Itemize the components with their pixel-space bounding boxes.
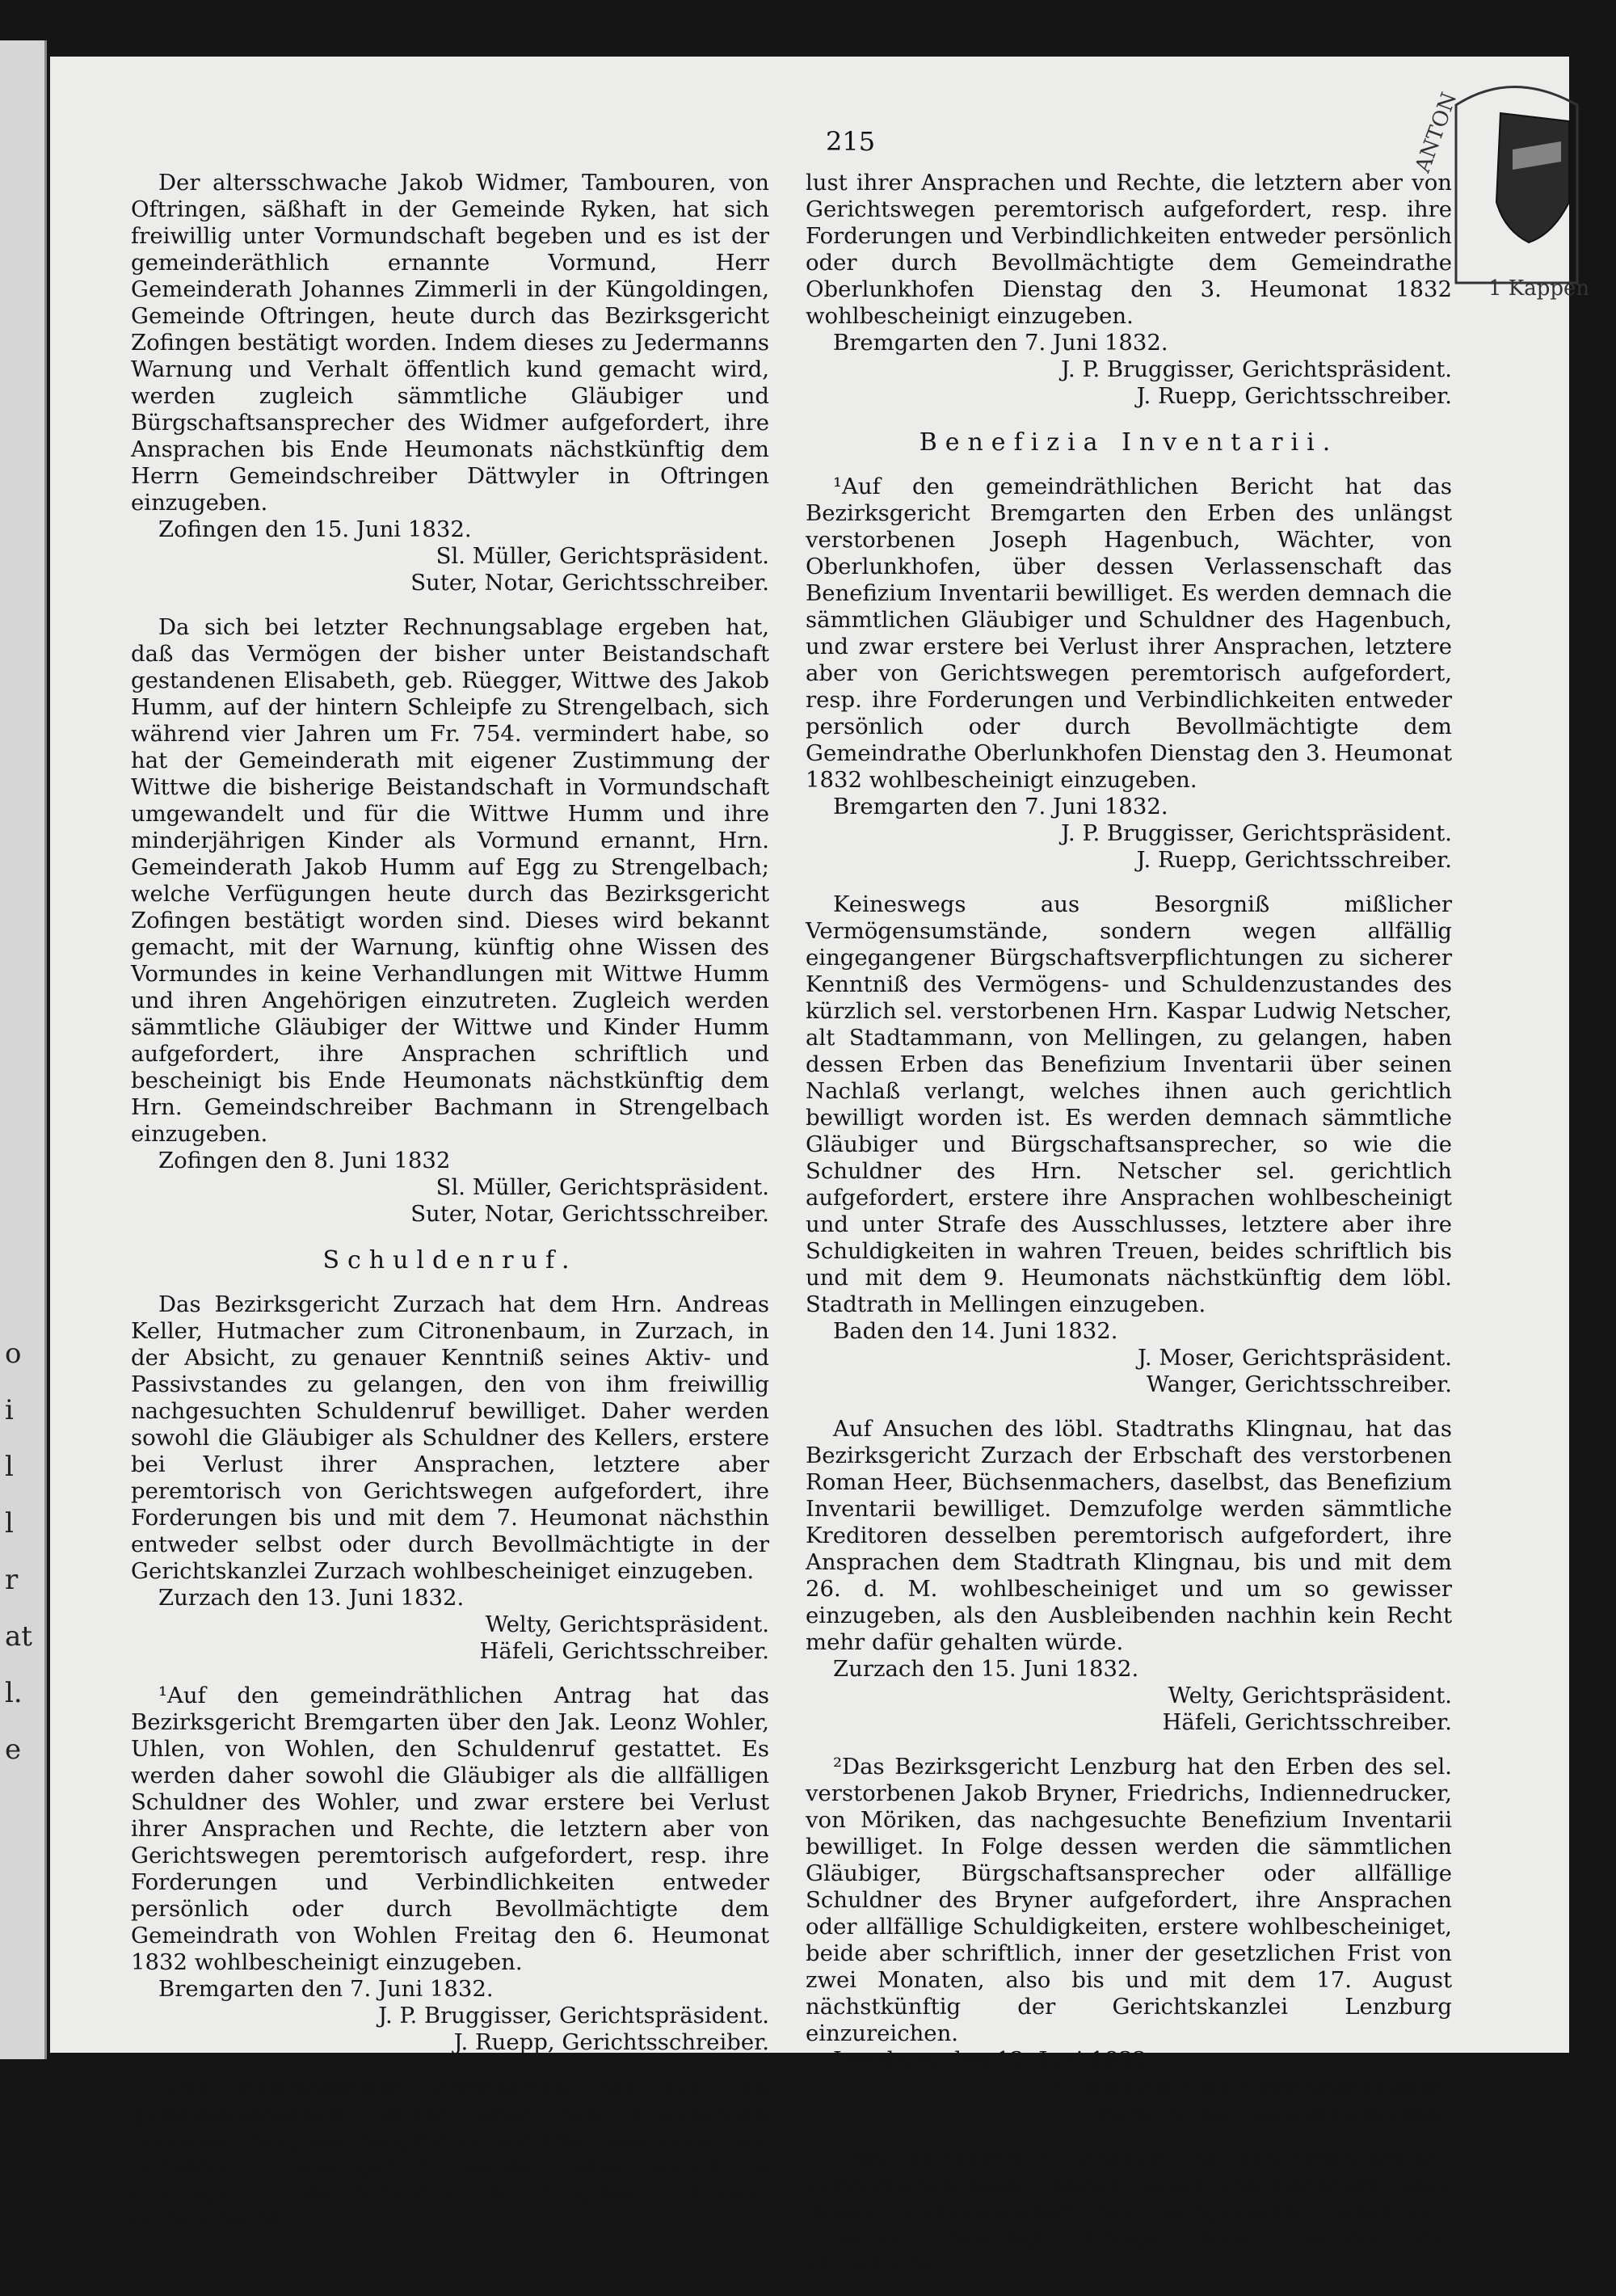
signature-clerk: Oberli, Notar, Gerichtsschreiber.	[1083, 2100, 1452, 2126]
notice-text: Der altersschwache Jakob Widmer, Tambouren, von Oftringen, säßhaft in der Gemeinde Ryken, hat sich freiwillig unter Vormundschaft begeben und es ist der gemeinderäthlich ernannte Vormund, Herr Gemeinderath Johannes Zimmerli in der Küngoldingen, Gemeinde Oftringen, heute durch das Bezirksgericht Zofingen bestätigt worden. Indem dieses zu Jedermanns Warnung und Verhalt öffentlich kund gemacht wird, werden zugleich sämmtliche Gläubiger und Bürgschaftsansprecher des Widmer aufgefordert, ihre Ansprachen bis Ende Heumonats nächstkünftig dem Herrn Gemeindschreiber Dättwyler in Oftringen einzugeben.	[131, 170, 769, 516]
notice-text: Da sich bei letzter Rechnungsablage ergeben hat, daß das Vermögen der bisher unter Beistandschaft gestandenen Elisabeth, geb. Rüegger, Wittwe des Jakob Humm, auf der hintern Schleipfe zu Strengelbach, sich während vier Jahren um Fr. 754. vermindert habe, so hat der Gemeinderath mit eigener Zustimmung der Wittwe die bisherige Beistandschaft in Vormundschaft umgewandelt und für die Wittwe Humm und ihre minderjährigen Kinder als Vormund ernannt, Hrn. Gemeinderath Jakob Humm auf Egg zu Strengelbach; welche Verfügungen heute durch das Bezirksgericht Zofingen bestätigt worden sind. Dieses wird bekannt gemacht, mit der Warnung, künftig ohne Wissen des Vormundes in keine Verhandlungen mit Wittwe Humm und ihren Angehörigen einzutreten. Zugleich werden sämmtliche Gläubiger der Wittwe und Kinder Humm aufgefordert, ihre Ansprachen schriftlich und bescheinigt bis Ende Heumonats nächstkünftig dem Hrn. Gemeindschreiber Bachmann in Strengelbach einzugeben.	[131, 614, 769, 1147]
signature-president: C. Bertschinger, Gerichtspräsident.	[1053, 2074, 1452, 2100]
tax-stamp	[1410, 73, 1590, 323]
section-heading-schuldenruf: Schuldenruf.	[322, 1246, 578, 1274]
signature-clerk: J. Ruepp, Gerichtsschreiber.	[453, 2029, 769, 2055]
stamp-top-text: ANTON	[1410, 89, 1462, 176]
signature-clerk: Häfeli, Gerichtsschreiber.	[1162, 1709, 1452, 1735]
notice-text: Das Bezirksgericht Zurzach hat dem Hrn. Andreas Keller, Hutmacher zum Citronenbaum, in Zurzach, in der Absicht, zu genauer Kenntniß seines Aktiv- und Passivstandes zu gelangen, den von ihm freiwillig nachgesuchten Schuldenruf bewilliget. Daher werden sowohl die Gläubiger als Schuldner des Kellers, erstere bei Verlust ihrer Ansprachen, letztere aber peremtorisch von Gerichtswegen aufgefordert, ihre Forderungen bis und mit dem 7. Heumonat nächsthin entweder selbst oder durch Bevollmächtigte in der Gerichtskanzlei Zurzach wohlbescheiniget einzugeben.	[131, 1291, 769, 1584]
signature-president: J. P. Bruggisser, Gerichtspräsident.	[378, 2003, 769, 2028]
signature-clerk: Häfeli, Gerichtsschreiber.	[479, 1638, 769, 1664]
place-date: Bremgarten den 7. Juni 1832.	[833, 794, 1168, 819]
notice-text: ²Das Bezirksgericht Lenzburg hat den Erben des sel. verstorbenen Jakob Bryner, Friedrichs, Indiennedrucker, von Möriken, das nachgesuchte Benefizium Inventarii bewilliget. In Folge dessen werden die sämmtlichen Gläubiger, Bürgschaftsansprecher oder allfällige Schuldner des Bryner aufgefordert, ihre Ansprachen oder allfällige Schuldigkeiten, erstere wohlbescheiniget, beide aber schriftlich, inner der gesetzlichen Frist von zwei Monaten, also bis und mit dem 17. August nächstkünftig der Gerichtskanzlei Lenzburg einzureichen.	[806, 1754, 1452, 2046]
notice-netscher	[806, 891, 1452, 1398]
notice-text: ¹Auf den gemeindräthlichen Antrag hat das Bezirksgericht Bremgarten über den Jak. Leonz Wohler, Uhlen, von Wohlen, den Schuldenruf gestattet. Es werden daher sowohl die Gläubiger als die allfälligen Schuldner des Wohler, und zwar erstere bei Verlust ihrer Ansprachen und Rechte, die letztern aber von Gerichtswegen peremtorisch aufgefordert, resp. ihre Forderungen und Verbindlichkeiten entweder persönlich oder durch Bevollmächtigte dem Gemeindrath von Wohlen Freitag den 6. Heumonat 1832 wohlbescheinigt einzugeben.	[131, 1683, 769, 1975]
place-date: Lenzburg den 12. Juni 1832.	[833, 2047, 1155, 2073]
adjacent-page-edge	[0, 40, 47, 2059]
notice-text: ¹Auf den gemeindräthlichen Bericht hat das Bezirksgericht Bremgarten den Erben des unlängst verstorbenen Joseph Hagenbuch, Wächter, von Oberlunkhofen, über dessen Verlassenschaft das Benefizium Inventarii bewilliget. Es werden demnach die sämmtlichen Gläubiger und Schuldner des Hagenbuch, und zwar erstere bei Verlust ihrer Ansprachen, letztere aber von Gerichtswegen peremtorisch aufgefordert, resp. ihre Forderungen und Verbindlichkeiten entweder persönlich oder durch Bevollmächtigte dem Gemeindrathe Oberlunkhofen Dienstag den 3. Heumonat 1832 wohlbescheinigt einzugeben.	[806, 474, 1452, 793]
signature-president: Welty, Gerichtspräsident.	[1168, 1683, 1452, 1708]
signature-president: J. P. Bruggisser, Gerichtspräsident.	[1061, 356, 1452, 382]
edge-fragment: l.	[5, 1677, 23, 1709]
left-column	[131, 170, 769, 2252]
notice-wohler	[131, 1683, 769, 2056]
edge-fragment: e	[5, 1734, 22, 1766]
notice-text: Auf Ansuchen des löbl. Stadtraths Klingnau, hat das Bezirksgericht Zurzach der Erbschaft des verstorbenen Roman Heer, Büchsenmachers, daselbst, das Benefizium Inventarii bewilliget. Demzufolge werden sämmtliche Kreditoren desselben peremtorisch aufgefordert, ihre Ansprachen dem Stadtrath Klingnau, bis und mit dem 26. d. M. wohlbescheiniget und um so gewisser einzugeben, als den Ausbleibenden nachhin kein Recht mehr dafür gehalten würde.	[806, 1416, 1452, 1655]
notice-widmer	[131, 170, 769, 596]
notice-heer	[806, 1416, 1452, 1736]
signature-president: Sl. Müller, Gerichtspräsident.	[436, 1174, 769, 1200]
page-number: 215	[826, 126, 876, 157]
stamp-graphic	[1410, 73, 1590, 323]
notice-humm	[131, 614, 769, 1228]
notice-keller	[131, 1291, 769, 1665]
signature-clerk: Suter, Notar, Gerichtsschreiber.	[410, 570, 769, 596]
place-date: Zofingen den 8. Juni 1832	[158, 1148, 451, 1173]
place-date: Zurzach den 15. Juni 1832.	[833, 1656, 1139, 1682]
notice-buergisser	[131, 2074, 769, 2234]
notice-text: lust ihrer Ansprachen und Rechte, die letztern aber von Gerichtswegen peremtorisch aufgefordert, resp. ihre Forderungen und Verbindlichkeiten entweder persönlich oder durch Bevollmächtigte dem Gemeindrathe Oberlunkhofen Dienstag den 3. Heumonat 1832 wohlbescheinigt einzugeben.	[806, 170, 1452, 329]
edge-fragment: i	[5, 1394, 14, 1426]
notice-text: Keineswegs aus Besorgniß mißlicher Vermögensumstände, sondern wegen allfällig eingegangener Bürgschaftsverpflichtungen zu sicherer Kenntniß des Vermögens- und Schuldenzustandes des kürzlich sel. verstorbenen Hrn. Kaspar Ludwig Netscher, alt Stadtammann, von Mellingen, zu gelangen, haben dessen Erben das Benefizium Inventarii über seinen Nachlaß verlangt, welches ihnen auch gerichtlich bewilligt worden ist. Es werden demnach sämmtliche Gläubiger und Bürgschaftsansprecher, so wie die Schuldner des Hrn. Netscher sel. gerichtlich aufgefordert, erstere ihre Ansprachen wohlbescheinigt und unter Strafe des Ausschlusses, letztere aber ihre Schuldigkeiten in wahren Treuen, beides schriftlich bis und mit dem 9. Heumonats nächstkünftig dem löbl. Stadtrath in Mellingen einzugeben.	[806, 891, 1452, 1317]
signature-president: J. P. Bruggisser, Gerichtspräsident.	[1061, 820, 1452, 846]
notice-buergisser-continued	[806, 170, 1452, 410]
place-date: Bremgarten den 7. Juni 1832.	[833, 330, 1168, 356]
notice-halder	[806, 2145, 1452, 2278]
signature-president: J. Moser, Gerichtspräsident.	[1138, 1345, 1452, 1371]
edge-fragment: l	[5, 1507, 14, 1540]
signature-clerk: Wanger, Gerichtsschreiber.	[1146, 1371, 1452, 1397]
notice-bryner	[806, 1754, 1452, 2127]
notice-text: ¹Das Bezirksgericht Bremgarten hat auf den gemeindräthlichen Antrag über den abwesenden Leodegar Bürgißer, Siegristen, von Oberlunkhofen, den Schuldenruf bewilliget. Es werden daher sowohl die Gläubiger als die Schuldner des Bürgißer, und zwar erstere bei Ver-	[131, 2074, 769, 2233]
section-heading-benefizia: Benefizia Inventarii.	[919, 428, 1339, 457]
edge-text-fragments	[5, 1325, 37, 1778]
right-column	[806, 170, 1452, 2296]
signature-president: Sl. Müller, Gerichtspräsident.	[436, 543, 769, 569]
edge-fragment: r	[5, 1564, 19, 1596]
newspaper-page	[50, 57, 1590, 2277]
signature-clerk: Suter, Notar, Gerichtsschreiber.	[410, 1201, 769, 1227]
place-date: Bremgarten den 7. Juni 1832.	[158, 1976, 494, 2002]
signature-clerk: J. Ruepp, Gerichtsschreiber.	[1136, 383, 1452, 409]
place-date: Zofingen den 15. Juni 1832.	[158, 516, 472, 542]
signature-president: Welty, Gerichtspräsident.	[485, 1611, 769, 1637]
edge-fragment: l	[5, 1451, 14, 1483]
edge-fragment: o	[5, 1338, 22, 1370]
edge-fragment: at	[5, 1620, 32, 1653]
signature-clerk: J. Ruepp, Gerichtsschreiber.	[1136, 847, 1452, 873]
place-date: Baden den 14. Juni 1832.	[833, 1318, 1118, 1344]
stamp-bottom-text: 1 Kappen	[1488, 276, 1590, 301]
notice-hagenbuch	[806, 474, 1452, 874]
place-date: Zurzach den 13. Juni 1832.	[158, 1585, 465, 1611]
notice-text: ²Das Bezirksgericht Lenzburg, hat den Erben des sel. verstorbenen Jakob Halder, Seiler, von Lenzburg, über dessen Verlassenschaft das nachgesuchte Benefizium Inventarii bewilligt. Infolge dessen werden die sämmtlichen	[806, 2145, 1452, 2277]
